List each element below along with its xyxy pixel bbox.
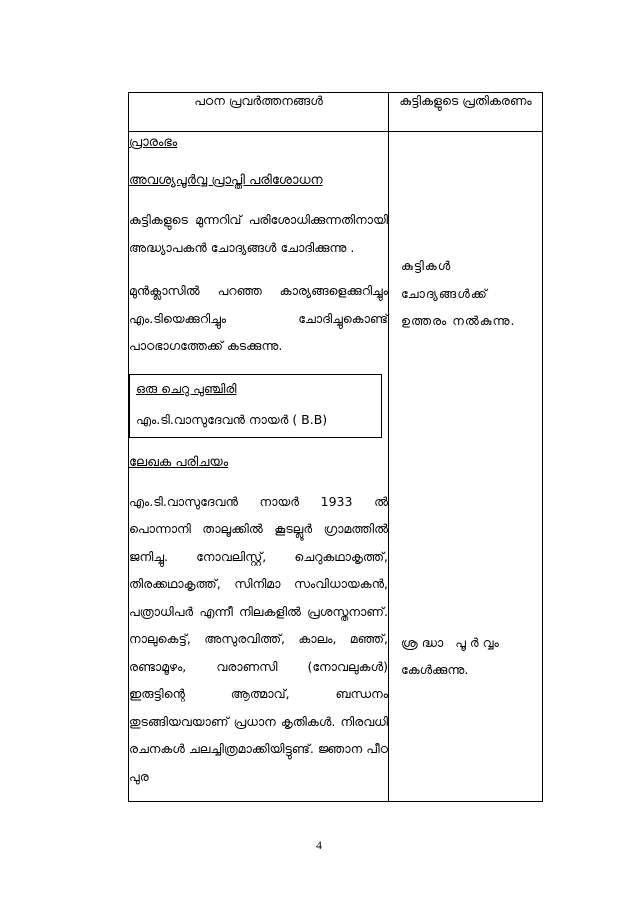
header-student-responses: കുട്ടികളുടെ പ്രതികരണം [389, 93, 543, 132]
header-learning-activities: പഠന പ്രവർത്തനങ്ങൾ [129, 93, 389, 132]
paragraph-author-bio: എം.ടി.വാസുദേവൻ നായർ 1933 ൽ പൊന്നാനി താലൂക്കിൽ കൂടല്ലൂർ ഗ്രാമത്തിൽ ജനിച്ചു. നോവലിസ്റ്റ്, ചെറുകഥാകൃത്ത്, തിരക്കഥാകൃത്ത്, സിനിമാ സംവിധായകൻ, പത്രാധിപർ എന്നീ നിലകളിൽ പ്രശസ്തനാണ്. നാലുകെട്ട്, അസുരവിത്ത്, കാലം, മഞ്ഞ്, രണ്ടാമൂഴം, വരാണസി (നോവലുകൾ) ഇരുട്ടിന്റെ ആത്മാവ്, ബന്ധനം തുടങ്ങിയവയാണ് പ്രധാന കൃതികൾ. നിരവധി രചനകൾ ചലച്ചിത്രമാക്കിയിട്ടുണ്ട്. ജ്ഞാന പീഠ പുര [129, 493, 388, 784]
lesson-title-box [129, 374, 382, 438]
lesson-title: ഒരു ചെറു പുഞ്ചിരി [136, 380, 237, 396]
table-body-row [129, 132, 543, 802]
heading-introduction: പ്രാരംഭം [129, 135, 178, 150]
activities-cell [129, 132, 389, 802]
response-listen [401, 629, 537, 683]
paragraph-prior-check: കുട്ടികളുടെ മുന്നറിവ് പരിശോധിക്കുന്നതിനായി അദ്ധ്യാപകൻ ചോദ്യങ്ങൾ ചോദിക്കുന്നു . [129, 212, 388, 255]
lesson-author: എം.ടി.വാസുദേവൻ നായർ ( B.B) [136, 411, 328, 427]
response-listen-line1: ശ്രദ്ധാ പൂർവ്വം [401, 635, 503, 650]
paragraph-transition: മുൻക്ലാസിൽ പറഞ്ഞ കാര്യങ്ങളെക്കുറിച്ചും എം.ടിയെക്കുറിച്ചും ചോദിച്ചുകൊണ്ട് പാഠഭാഗത്തേക്ക് കടക്കുന്നു. [129, 283, 388, 353]
response-listen-line2: കേൾക്കുന്നു. [401, 662, 469, 677]
responses-cell [389, 132, 543, 802]
heading-prior-knowledge: അവശ്യപൂർവ്വ പ്രാപ്തി പരിശോധന [129, 173, 323, 188]
lesson-plan-table [128, 92, 543, 802]
response-answer-questions: കുട്ടികൾ ചോദ്യങ്ങൾക്ക് ഉത്തരം നൽകുന്നു. [401, 258, 516, 328]
heading-author-intro: ലേഖക പരിചയം [129, 454, 229, 470]
table-header-row [129, 93, 543, 132]
page-number: 4 [316, 838, 322, 852]
